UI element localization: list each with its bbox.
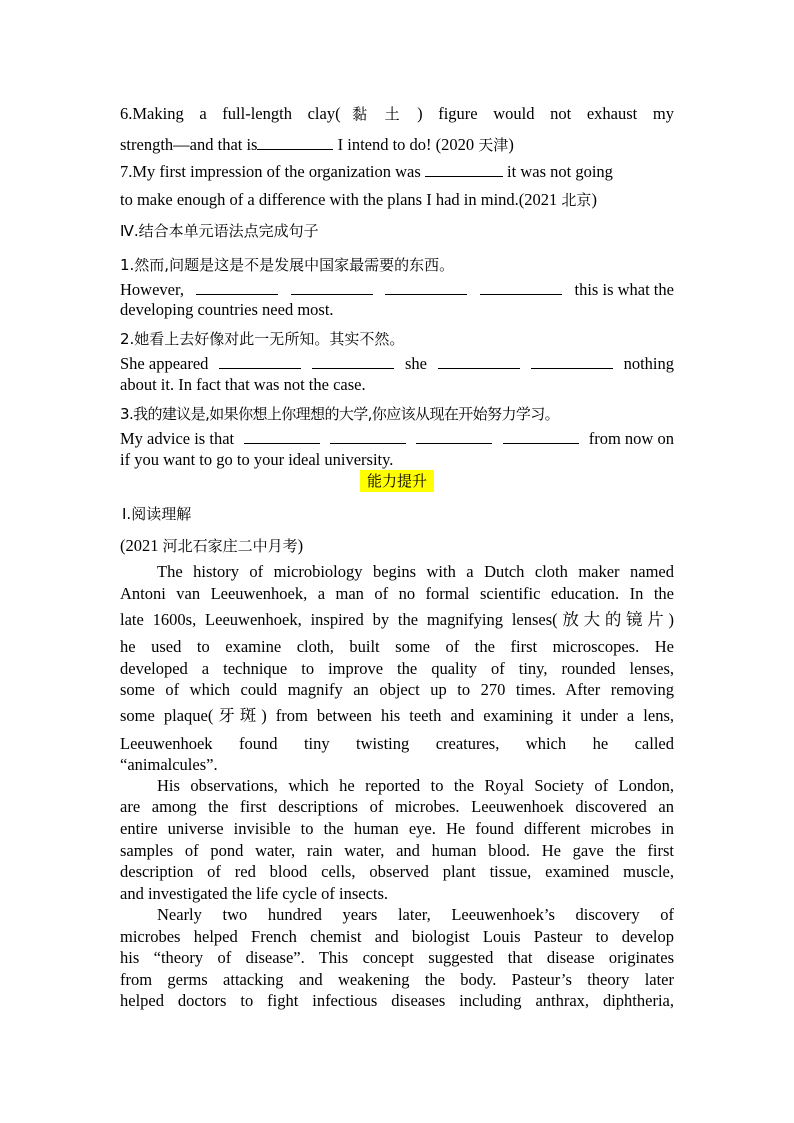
passage-line: and investigated the life cycle of insects. [120,884,389,903]
question-2-line-2: about it. In fact that was not the case. [120,375,366,394]
passage-line: Antoni van Leeuwenhoek, a man of no formal scientific education. In the [120,584,674,603]
passage-line: microbes helped French chemist and biologist Louis Pasteur to develop [120,927,674,946]
question-2-prompt: 2.她看上去好像对此一无所知。其实不然。 [120,330,405,348]
passage-line: from germs attacking and weakening the body. Pasteur’s theory later [120,970,674,989]
reading-title: Ⅰ.阅读理解 [122,505,192,523]
answer-blank[interactable] [219,354,301,369]
exercise-6-line-2: strength—and that is I intend to do! (2020 天津) [120,135,514,154]
passage-line: Nearly two hundred years later, Leeuwenhoek’s discovery of [157,905,674,924]
question-1-line-2: developing countries need most. [120,300,334,319]
answer-blank[interactable] [531,354,613,369]
question-3-line-1: My advice is that from now on [120,429,674,448]
exercise-7-line-1: 7.My first impression of the organization was it was not going [120,162,613,181]
answer-blank[interactable] [196,280,278,295]
answer-blank[interactable] [330,429,406,444]
passage-line: his “theory of disease”. This concept suggested that disease originates [120,948,674,967]
passage-line: helped doctors to fight infectious diseases including anthrax, diphtheria, [120,991,674,1010]
exercise-7-line-2: to make enough of a difference with the plans I had in mind.(2021 北京) [120,190,597,209]
passage-line: are among the first descriptions of microbes. Leeuwenhoek discovered an [120,797,674,816]
passage-line: “animalcules”. [120,755,218,774]
question-1-line-1: However, this is what the [120,280,674,299]
answer-blank[interactable] [425,162,503,177]
passage-line: entire universe invisible to the human eye. He found different microbes in [120,819,674,838]
passage-line: he used to examine cloth, built some of the first microscopes. He [120,637,674,656]
answer-blank[interactable] [416,429,492,444]
answer-blank[interactable] [480,280,562,295]
passage-line: Leeuwenhoek found tiny twisting creatures, which he called [120,734,674,753]
answer-blank[interactable] [291,280,373,295]
question-1-prompt: 1.然而,问题是这是不是发展中国家最需要的东西。 [120,256,455,274]
passage-line: late 1600s, Leeuwenhoek, inspired by the magnifying lenses(放大的镜片) [120,610,674,629]
passage-line: samples of pond water, rain water, and human blood. He gave the first [120,841,674,860]
passage-line: description of red blood cells, observed plant tissue, examined muscle, [120,862,674,881]
passage-source: (2021 河北石家庄二中月考) [120,536,304,555]
passage-line: some of which could magnify an object up to 270 times. After removing [120,680,674,699]
passage-line: His observations, which he reported to the Royal Society of London, [157,776,674,795]
answer-blank[interactable] [503,429,579,444]
question-2-line-1: She appeared she nothing [120,354,674,373]
passage-line: developed a technique to improve the quality of tiny, rounded lenses, [120,659,674,678]
section-highlight [360,470,434,492]
question-3-prompt: 3.我的建议是,如果你想上你理想的大学,你应该从现在开始努力学习。 [120,405,560,423]
answer-blank[interactable] [312,354,394,369]
answer-blank[interactable] [385,280,467,295]
section-4-title: Ⅳ.结合本单元语法点完成句子 [120,222,319,240]
section-highlight-label: 能力提升 [366,472,427,490]
passage-line: some plaque(牙斑) from between his teeth and examining it under a lens, [120,706,674,725]
passage-line: The history of microbiology begins with a Dutch cloth maker named [157,562,674,581]
answer-blank[interactable] [438,354,520,369]
exercise-6-line-1: 6.Making a full-length clay(黏土) figure would not exhaust my [120,104,674,123]
answer-blank[interactable] [244,429,320,444]
answer-blank[interactable] [257,135,333,150]
question-3-line-2: if you want to go to your ideal university. [120,450,394,469]
